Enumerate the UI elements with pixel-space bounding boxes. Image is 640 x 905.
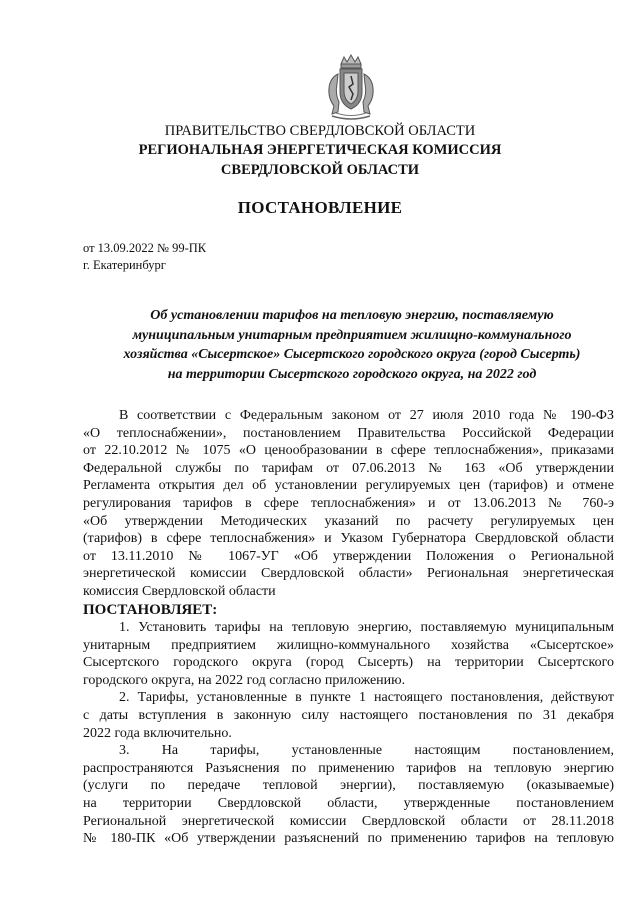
- government-name: ПРАВИТЕЛЬСТВО СВЕРДЛОВСКОЙ ОБЛАСТИ: [164, 123, 476, 139]
- item1-line: 1. Установить тарифы на тепловую энергию, поставляемую муниципальным: [119, 620, 614, 636]
- preamble-line: от 13.11.2010 № 1067-УГ «Об утверждении Положения о Региональной: [83, 548, 614, 564]
- preamble-line: комиссия Свердловской области: [83, 583, 276, 599]
- item3-line: на территории Свердловской области, утвержденные постановлением: [83, 795, 614, 811]
- document-date-number: от 13.09.2022 № 99-ПК: [83, 241, 207, 255]
- coat-of-arms-icon: [322, 54, 380, 122]
- item3-line: 3. На тарифы, установленные настоящим постановлением,: [119, 743, 614, 759]
- item3-line: распространяются Разъяснения по применению тарифов на тепловую энергию: [83, 760, 614, 776]
- resolves-heading: ПОСТАНОВЛЯЕТ:: [83, 601, 218, 618]
- document-subject: [90, 306, 614, 384]
- region-name: СВЕРДЛОВСКОЙ ОБЛАСТИ: [220, 162, 420, 178]
- preamble-line: «О теплоснабжении», постановлением Правительства Российской Федерации: [83, 425, 614, 441]
- preamble-line: регулирования тарифов в сфере теплоснабжения» и от 13.06.2013 № 760-э: [83, 495, 614, 511]
- item3-line: Региональной энергетической комиссии Свердловской области от 28.11.2018: [83, 813, 614, 829]
- item2-line: с даты вступления в законную силу настоящего постановления по 31 декабря: [83, 708, 614, 723]
- preamble-line: энергетической комиссии Свердловской области» Региональная энергетическая: [83, 566, 614, 582]
- commission-name: РЕГИОНАЛЬНАЯ ЭНЕРГЕТИЧЕСКАЯ КОМИССИЯ: [138, 142, 502, 158]
- item3-line: (услуги по передаче тепловой энергии), поставляемую (оказываемые): [83, 778, 614, 794]
- item1-line: городского округа, на 2022 год согласно приложению.: [83, 672, 406, 688]
- item1-line: унитарным предприятием жилищно-коммунального хозяйства «Сысертское»: [83, 637, 614, 653]
- subject-line: Об установлении тарифов на тепловую энергию, поставляемую: [150, 308, 554, 323]
- subject-line: хозяйства «Сысертское» Сысертского городского округа (город Сысерть): [123, 347, 581, 362]
- item1-line: Сысертского городского округа (город Сысерть) на территории Сысертского: [83, 655, 614, 671]
- preamble-line: от 22.10.2012 № 1075 «О ценообразовании в сфере теплоснабжения», приказами: [83, 443, 614, 459]
- preamble-line: «Об утверждении Методических указаний по расчету регулируемых цен: [83, 513, 614, 529]
- preamble-line: Регламента открытия дел об установлении регулируемых цен (тарифов) и отмене: [83, 478, 614, 494]
- preamble-line: В соответствии с Федеральным законом от 27 июля 2010 года № 190-ФЗ: [119, 408, 614, 423]
- preamble-line: (тарифов) в сфере теплоснабжения» и Указом Губернатора Свердловской области: [83, 531, 614, 547]
- preamble-line: Федеральной службы по тарифам от 07.06.2013 № 163 «Об утверждении: [83, 460, 614, 476]
- item2-line: 2. Тарифы, установленные в пункте 1 настоящего постановления, действуют: [119, 690, 614, 706]
- document-city: г. Екатеринбург: [83, 258, 166, 272]
- document-body: [83, 407, 614, 848]
- item3-line: № 180-ПК «Об утверждении разъяснений по применению тарифов на тепловую: [83, 831, 614, 847]
- document-type-title: ПОСТАНОВЛЕНИЕ: [237, 198, 403, 217]
- subject-line: на территории Сысертского городского округа, на 2022 год: [167, 366, 537, 382]
- item2-line: 2022 года включительно.: [83, 725, 232, 741]
- subject-line: муниципальным унитарным предприятием жилищно-коммунального: [132, 327, 572, 343]
